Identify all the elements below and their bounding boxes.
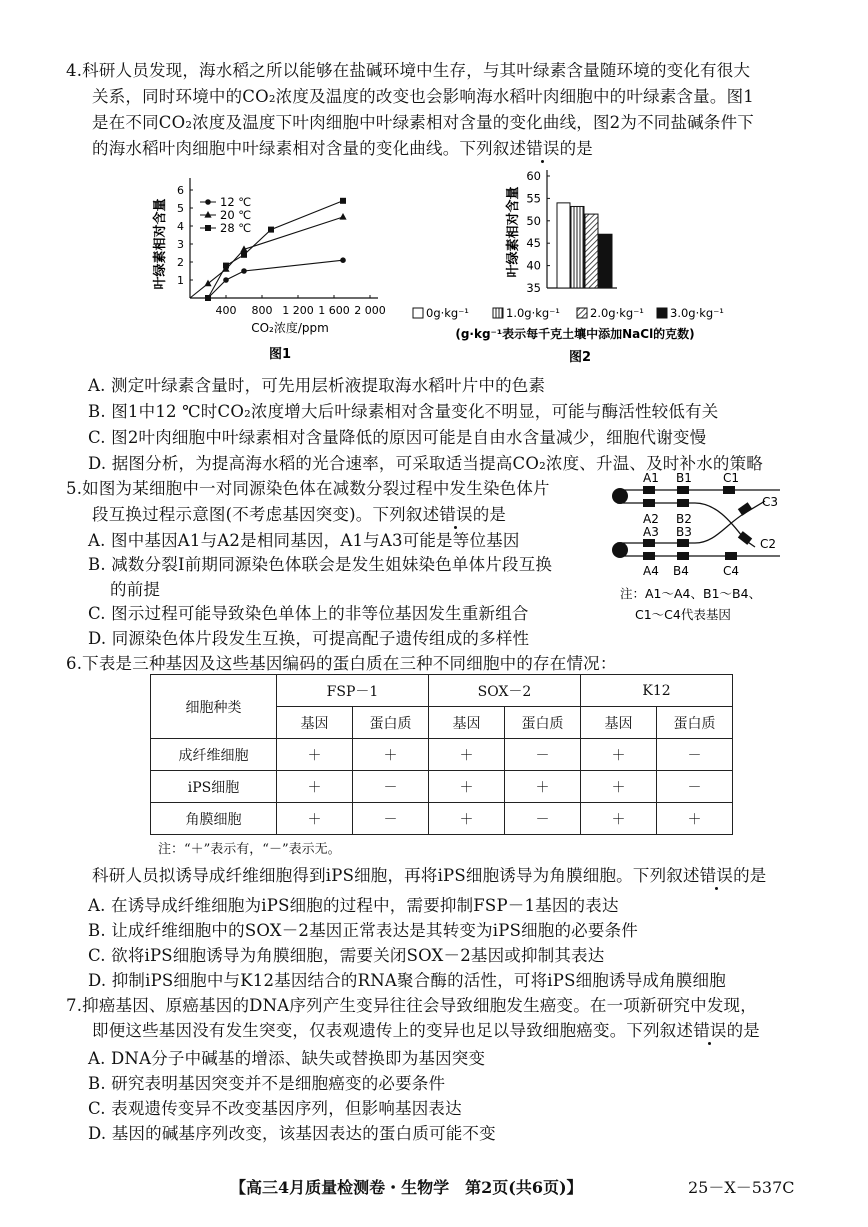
table-cell: ＋: [277, 739, 353, 771]
series-line-2: [190, 217, 343, 298]
table-row: [151, 771, 733, 803]
data-point: [241, 252, 247, 258]
gene-c4: C4: [723, 564, 740, 578]
table-cell: ＋: [505, 771, 581, 803]
q5-stem-line-2: [92, 501, 506, 525]
data-point: [223, 263, 229, 269]
q6-ask: [92, 862, 766, 886]
table-corner: 细胞种类: [151, 675, 277, 739]
y-tick-label: 1: [177, 274, 184, 287]
footer-code: 25－X－537C: [688, 1178, 795, 1197]
y-tick-label: 6: [177, 184, 184, 197]
table-sub-protein: 蛋白质: [353, 707, 429, 739]
q4-option-d: D. 据图分析，为提高海水稻的光合速率，可采取适当提高CO₂浓度、升温、及时补水的策略: [88, 454, 763, 473]
legend-marker: [205, 199, 211, 205]
figure-2-bar-chart: [405, 160, 825, 375]
figure-1-title: 图1: [268, 347, 292, 362]
q7-stem-line-2: [92, 1017, 760, 1041]
bar-4: [599, 234, 612, 288]
q4-stem-line-1: 4.科研人员发现，海水稻之所以能够在盐碱环境中生存，与其叶绿素含量随环境的变化有很大: [66, 61, 751, 80]
table-cell: －: [657, 771, 733, 803]
y-tick-label: 35: [526, 281, 541, 295]
legend-swatch: [657, 308, 667, 318]
x-tick-label: 800: [251, 304, 273, 317]
gene-a3: A3: [643, 525, 659, 539]
figure-1-line-chart: [150, 160, 410, 375]
bar-2: [571, 206, 584, 288]
x-tick-label: 1 600: [318, 304, 350, 317]
q7-option-c: C. 表观遗传变异不改变基因序列，但影响基因表达: [88, 1099, 462, 1118]
q4-stem-line-4: [92, 135, 593, 159]
y-tick-label: 50: [526, 213, 541, 228]
y-tick-label: 2: [177, 256, 184, 269]
q6-option-d: D. 抑制iPS细胞中与K12基因结合的RNA聚合酶的活性，可将iPS细胞诱导成角膜细胞: [88, 971, 726, 990]
q4-stem-line-3: 是在不同CO₂浓度及温度下叶肉细胞中叶绿素相对含量的变化曲线，图2为不同盐碱条件下: [92, 113, 754, 132]
table-row: [151, 739, 733, 771]
gene-c2: C2: [760, 537, 777, 551]
y-tick-label: 40: [526, 258, 541, 273]
table-cell: ＋: [581, 771, 657, 803]
legend-label: 28 ℃: [220, 221, 252, 235]
figure-2-annotation: (g·kg⁻¹表示每千克土壤中添加NaCl的克数): [455, 327, 695, 341]
table-sub-gene: 基因: [581, 707, 657, 739]
table-row: [151, 803, 733, 835]
q5-option-c: C. 图示过程可能导致染色单体上的非等位基因发生重新组合: [88, 604, 529, 623]
centromere-top: [612, 488, 628, 504]
q5-stem-tail: 的是: [472, 505, 507, 524]
q6-option-c: C. 欲将iPS细胞诱导为角膜细胞，需要关闭SOX－2基因或抑制其表达: [88, 946, 605, 965]
gene-c3: C3: [762, 495, 779, 509]
table-cell: ＋: [429, 771, 505, 803]
q4-stem-tail: 的是: [559, 139, 594, 158]
table-cell: ＋: [429, 803, 505, 835]
bar-3: [585, 214, 598, 288]
data-point: [340, 257, 346, 263]
table-note: 注：“＋”表示有，“－”表示无。: [158, 842, 341, 857]
footer-title: 【高三4月质量检测卷・生物学 第2页(共6页)】: [230, 1178, 583, 1197]
q5-option-d: D. 同源染色体片段发生互换，可提高配子遗传组成的多样性: [88, 629, 530, 648]
q7-stem-tail: 的是: [726, 1021, 761, 1040]
q6-stem: 6.下表是三种基因及这些基因编码的蛋白质在三种不同细胞中的存在情况：: [66, 654, 617, 673]
chromosome-crossover-diagram: [605, 465, 805, 635]
x-tick-label: 1 200: [282, 304, 314, 317]
legend-marker: [204, 211, 211, 218]
bar-1: [557, 203, 570, 288]
q6-emphasis: 错误: [699, 866, 734, 885]
legend-label: 2.0g·kg⁻¹: [590, 306, 644, 320]
table-cell: －: [657, 739, 733, 771]
q7-option-d: D. 基因的碱基序列改变，该基因表达的蛋白质可能不变: [88, 1124, 496, 1143]
table-sub-gene: 基因: [277, 707, 353, 739]
data-point: [241, 268, 247, 274]
table-sub-protein: 蛋白质: [505, 707, 581, 739]
legend-label: 20 ℃: [220, 208, 252, 222]
q4-stem-line-2: 关系，同时环境中的CO₂浓度及温度的改变也会影响海水稻叶肉细胞中的叶绿素含量。图1: [92, 87, 754, 106]
legend-swatch: [493, 308, 503, 318]
q6-ask-tail: 的是: [733, 866, 767, 885]
y-axis-label: 叶绿素相对含量: [153, 198, 168, 290]
table-cell: －: [505, 739, 581, 771]
data-point: [223, 277, 229, 283]
q4-option-a: A. 测定叶绿素含量时，可先用层析液提取海水稻叶片中的色素: [88, 376, 546, 395]
q5-option-a: A. 图中基因A1与A2是相同基因，A1与A3可能是等位基因: [88, 531, 520, 550]
figure-2-title: 图2: [568, 350, 592, 365]
table-cell: －: [353, 771, 429, 803]
gene-protein-table: [150, 674, 733, 835]
x-axis-label: CO₂浓度/ppm: [251, 321, 329, 335]
y-tick-label: 3: [177, 238, 184, 251]
y-tick-label: 60: [526, 169, 541, 183]
y-tick-label: 45: [526, 236, 541, 251]
row-label: 角膜细胞: [151, 803, 277, 835]
y-axis-label: 叶绿素相对含量: [506, 186, 521, 278]
centromere-bottom: [612, 542, 628, 558]
q5-emphasis: 错误: [439, 505, 473, 524]
gene-a1: A1: [643, 471, 659, 485]
q5-option-b-cont: 的前提: [110, 580, 161, 599]
legend-marker: [205, 225, 211, 231]
table-group-sox2: SOX－2: [429, 675, 581, 707]
row-label: 成纤维细胞: [151, 739, 277, 771]
data-point: [339, 213, 346, 220]
q6-ask-text: 科研人员拟诱导成纤维细胞得到iPS细胞，再将iPS细胞诱导为角膜细胞。下列叙述: [92, 866, 700, 885]
table-cell: －: [353, 803, 429, 835]
q7-option-b: B. 研究表明基因突变并不是细胞癌变的必要条件: [88, 1074, 446, 1093]
table-cell: －: [505, 803, 581, 835]
table-cell: ＋: [277, 803, 353, 835]
x-tick-label: 2 000: [354, 304, 386, 317]
q4-stem-text: 的海水稻叶肉细胞中叶绿素相对含量的变化曲线。下列叙述: [92, 139, 527, 158]
legend-label: 12 ℃: [220, 195, 252, 209]
legend-label: 3.0g·kg⁻¹: [670, 306, 724, 320]
table-cell: ＋: [353, 739, 429, 771]
data-point: [205, 295, 211, 301]
gene-b1: B1: [676, 471, 692, 485]
q6-option-b: B. 让成纤维细胞中的SOX－2基因正常表达是其转变为iPS细胞的必要条件: [88, 921, 638, 940]
table-sub-gene: 基因: [429, 707, 505, 739]
legend-swatch: [413, 308, 423, 318]
data-point: [204, 280, 211, 287]
diagram-note-2: C1～C4代表基因: [635, 607, 731, 622]
diagram-note-1: 注：A1～A4、B1～B4、: [620, 586, 762, 601]
x-tick-label: 400: [215, 304, 237, 317]
y-tick-label: 55: [526, 191, 541, 206]
legend-swatch: [577, 308, 587, 318]
q4-option-b: B. 图1中12 ℃时CO₂浓度增大后叶绿素相对含量变化不明显，可能与酶活性较低有关: [88, 402, 719, 421]
legend-label: 0g·kg⁻¹: [426, 306, 469, 320]
q4-emphasis: 错误: [526, 139, 560, 158]
row-label: iPS细胞: [151, 771, 277, 803]
table-group-k12: K12: [581, 675, 733, 707]
q5-option-b: B. 减数分裂Ⅰ前期同源染色体联会是发生姐妹染色单体片段互换: [88, 555, 553, 574]
q5-stem-text: 段互换过程示意图(不考虑基因突变)。下列叙述: [92, 505, 440, 524]
q7-option-a: A. DNA分子中碱基的增添、缺失或替换即为基因突变: [88, 1049, 486, 1068]
gene-a4: A4: [643, 564, 659, 578]
q4-option-c: C. 图2叶肉细胞中叶绿素相对含量降低的原因可能是自由水含量减少，细胞代谢变慢: [88, 428, 707, 447]
table-cell: ＋: [581, 803, 657, 835]
gene-a2: A2: [643, 512, 659, 526]
legend-label: 1.0g·kg⁻¹: [506, 306, 560, 320]
gene-b3: B3: [676, 525, 692, 539]
table-cell: ＋: [657, 803, 733, 835]
table-cell: ＋: [277, 771, 353, 803]
q7-stem-line-1: 7.抑癌基因、原癌基因的DNA序列产生变异往往会导致细胞发生癌变。在一项新研究中发现，: [66, 996, 757, 1015]
y-tick-label: 4: [177, 220, 184, 233]
table-cell: ＋: [581, 739, 657, 771]
table-sub-protein: 蛋白质: [657, 707, 733, 739]
data-point: [340, 198, 346, 204]
q5-stem-line-1: 5.如图为某细胞中一对同源染色体在减数分裂过程中发生染色体片: [66, 479, 550, 498]
q7-emphasis: 错误: [693, 1021, 727, 1040]
table-group-fsp1: FSP－1: [277, 675, 429, 707]
q7-stem-text: 即便这些基因没有发生突变，仅表观遗传上的变异也足以导致细胞癌变。下列叙述: [92, 1021, 694, 1040]
table-cell: ＋: [429, 739, 505, 771]
gene-c1: C1: [723, 471, 740, 485]
gene-b4: B4: [673, 564, 689, 578]
q6-option-a: A. 在诱导成纤维细胞为iPS细胞的过程中，需要抑制FSP－1基因的表达: [88, 896, 619, 915]
gene-b2: B2: [676, 512, 692, 526]
y-tick-label: 5: [177, 202, 184, 215]
data-point: [268, 227, 274, 233]
